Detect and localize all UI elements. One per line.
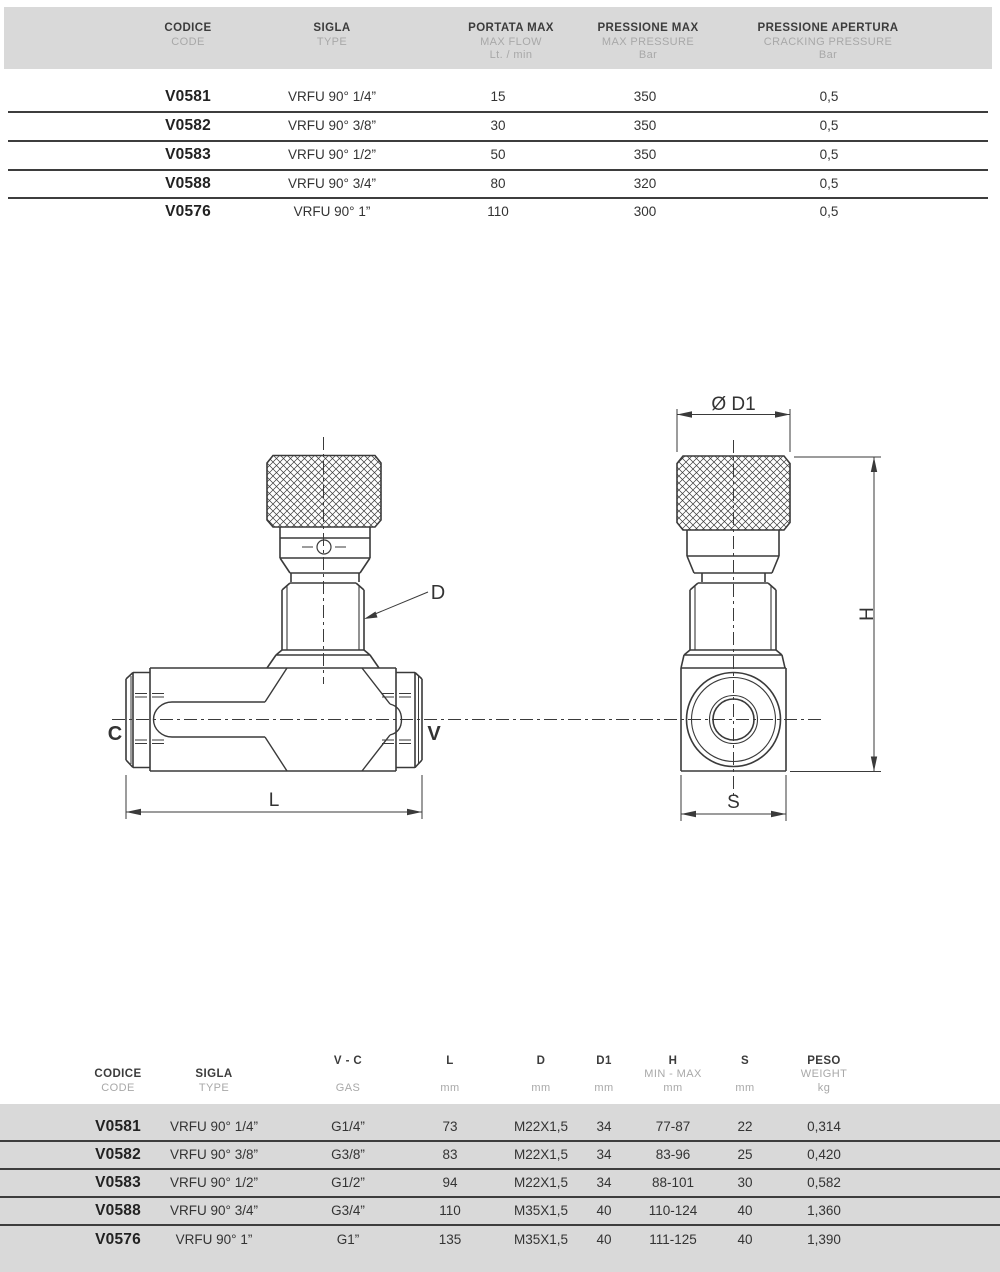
cell-code: V0588 bbox=[95, 1202, 141, 1219]
column-header: S bbox=[740, 1055, 750, 1067]
leader-d bbox=[369, 592, 428, 617]
cell-pressure: 300 bbox=[633, 204, 657, 219]
label-dim-d1: Ø D1 bbox=[711, 394, 756, 415]
column-header: D bbox=[536, 1055, 546, 1067]
column-unit: Bar bbox=[818, 49, 838, 61]
column-subheader: TYPE bbox=[316, 36, 348, 48]
cell-weight: 0,314 bbox=[807, 1119, 841, 1134]
cell-code: V0581 bbox=[165, 88, 211, 105]
cell-cracking: 0,5 bbox=[819, 176, 839, 191]
column-unit: mm bbox=[594, 1082, 614, 1094]
cell-l: 94 bbox=[442, 1175, 458, 1190]
column-header: PRESSIONE MAX bbox=[597, 22, 699, 34]
cell-d1: 40 bbox=[596, 1203, 612, 1218]
cell-weight: 1,360 bbox=[807, 1203, 841, 1218]
cell-gas: G3/4” bbox=[331, 1203, 365, 1218]
column-unit: mm bbox=[735, 1082, 755, 1094]
cell-flow: 30 bbox=[490, 118, 506, 133]
cell-cracking: 0,5 bbox=[819, 89, 839, 104]
cell-weight: 0,582 bbox=[807, 1175, 841, 1190]
cell-d1: 34 bbox=[596, 1175, 612, 1190]
table-row bbox=[0, 145, 1000, 165]
row-divider bbox=[8, 197, 988, 199]
cell-code: V0576 bbox=[95, 1231, 141, 1248]
table-row bbox=[0, 116, 1000, 136]
cell-s: 22 bbox=[737, 1119, 753, 1134]
cell-type: VRFU 90° 1/4” bbox=[170, 1119, 258, 1134]
cell-code: V0583 bbox=[165, 146, 211, 163]
cell-flow: 80 bbox=[490, 176, 506, 191]
label-dim-d: D bbox=[430, 582, 446, 604]
column-header: SIGLA bbox=[195, 1068, 233, 1080]
cell-weight: 0,420 bbox=[807, 1147, 841, 1162]
label-port-v: V bbox=[427, 723, 441, 745]
cell-d: M35X1,5 bbox=[513, 1232, 569, 1247]
label-dim-s: S bbox=[727, 792, 740, 813]
cell-h: 83-96 bbox=[655, 1147, 691, 1162]
cell-flow: 15 bbox=[490, 89, 506, 104]
column-subheader: TYPE bbox=[198, 1082, 230, 1094]
column-header: PORTATA MAX bbox=[468, 22, 554, 34]
cell-code: V0576 bbox=[165, 203, 211, 220]
cell-d: M22X1,5 bbox=[513, 1175, 569, 1190]
cell-type: VRFU 90° 3/4” bbox=[170, 1203, 258, 1218]
column-header: V - C bbox=[333, 1055, 363, 1067]
cell-code: V0582 bbox=[165, 117, 211, 134]
stem-neck bbox=[280, 558, 370, 582]
table-row bbox=[0, 87, 1000, 107]
cell-code: V0582 bbox=[95, 1146, 141, 1163]
table-row bbox=[0, 202, 1000, 222]
row-divider bbox=[0, 1196, 1000, 1198]
column-unit: mm bbox=[531, 1082, 551, 1094]
column-unit: Bar bbox=[638, 49, 658, 61]
label-dim-l: L bbox=[268, 790, 280, 811]
cell-cracking: 0,5 bbox=[819, 118, 839, 133]
row-divider bbox=[0, 1140, 1000, 1142]
row-divider bbox=[8, 169, 988, 171]
column-subheader: CRACKING PRESSURE bbox=[763, 36, 893, 48]
table-row bbox=[0, 1173, 1000, 1193]
column-header: PRESSIONE APERTURA bbox=[757, 22, 899, 34]
cell-d1: 34 bbox=[596, 1147, 612, 1162]
cell-s: 30 bbox=[737, 1175, 753, 1190]
row-divider bbox=[8, 140, 988, 142]
technical-drawing bbox=[0, 380, 1000, 830]
thread-dashes bbox=[135, 694, 411, 744]
cell-cracking: 0,5 bbox=[819, 204, 839, 219]
cell-gas: G1/4” bbox=[331, 1119, 365, 1134]
cell-l: 110 bbox=[439, 1203, 461, 1218]
cell-gas: G3/8” bbox=[331, 1147, 365, 1162]
column-unit: mm bbox=[663, 1082, 683, 1094]
cell-type: VRFU 90° 1/2” bbox=[288, 147, 376, 162]
label-port-c: C bbox=[107, 723, 123, 745]
column-header: H bbox=[668, 1055, 678, 1067]
cell-h: 77-87 bbox=[655, 1119, 691, 1134]
cell-code: V0588 bbox=[165, 175, 211, 192]
column-header: PESO bbox=[807, 1055, 841, 1067]
cell-code: V0583 bbox=[95, 1174, 141, 1191]
cell-d1: 34 bbox=[596, 1119, 612, 1134]
cell-flow: 50 bbox=[490, 147, 506, 162]
cell-gas: G1” bbox=[336, 1232, 360, 1247]
cell-h: 110-124 bbox=[648, 1203, 698, 1218]
cell-pressure: 350 bbox=[633, 118, 657, 133]
cell-s: 40 bbox=[737, 1203, 753, 1218]
cell-type: VRFU 90° 1/4” bbox=[288, 89, 376, 104]
table-row bbox=[0, 1145, 1000, 1165]
cell-s: 40 bbox=[737, 1232, 753, 1247]
column-header: L bbox=[446, 1055, 454, 1067]
column-unit: GAS bbox=[335, 1082, 361, 1094]
table-row bbox=[0, 1230, 1000, 1250]
column-subheader: CODE bbox=[101, 1082, 135, 1094]
cell-weight: 1,390 bbox=[807, 1232, 841, 1247]
column-unit: kg bbox=[817, 1082, 831, 1094]
row-divider bbox=[0, 1224, 1000, 1226]
column-unit: Lt. / min bbox=[489, 49, 533, 61]
row-divider bbox=[0, 1168, 1000, 1170]
cell-l: 135 bbox=[438, 1232, 462, 1247]
column-header: CODICE bbox=[94, 1068, 142, 1080]
column-header: SIGLA bbox=[313, 22, 351, 34]
cell-type: VRFU 90° 1” bbox=[293, 204, 371, 219]
cell-pressure: 320 bbox=[633, 176, 657, 191]
column-subheader: MIN - MAX bbox=[644, 1068, 702, 1080]
cell-h: 111-125 bbox=[649, 1232, 697, 1247]
column-subheader: WEIGHT bbox=[800, 1068, 848, 1080]
cell-type: VRFU 90° 1/2” bbox=[170, 1175, 258, 1190]
column-header: CODICE bbox=[164, 22, 212, 34]
cell-flow: 110 bbox=[487, 204, 509, 219]
cell-gas: G1/2” bbox=[331, 1175, 365, 1190]
label-dim-h: H bbox=[857, 607, 878, 621]
column-unit: mm bbox=[440, 1082, 460, 1094]
cell-s: 25 bbox=[737, 1147, 753, 1162]
knurled-knob bbox=[267, 456, 381, 528]
cell-pressure: 350 bbox=[633, 147, 657, 162]
cell-type: VRFU 90° 3/8” bbox=[288, 118, 376, 133]
cell-d1: 40 bbox=[596, 1232, 612, 1247]
cell-d: M35X1,5 bbox=[513, 1203, 569, 1218]
cell-code: V0581 bbox=[95, 1118, 141, 1135]
cell-type: VRFU 90° 3/4” bbox=[288, 176, 376, 191]
row-divider bbox=[8, 111, 988, 113]
table-row bbox=[0, 1117, 1000, 1137]
cell-h: 88-101 bbox=[651, 1175, 695, 1190]
knurled-knob bbox=[677, 456, 790, 530]
cell-cracking: 0,5 bbox=[819, 147, 839, 162]
column-subheader: MAX PRESSURE bbox=[601, 36, 695, 48]
cell-l: 73 bbox=[442, 1119, 458, 1134]
column-subheader: CODE bbox=[171, 36, 205, 48]
column-header: D1 bbox=[596, 1055, 612, 1067]
table-row bbox=[0, 1201, 1000, 1221]
cell-l: 83 bbox=[442, 1147, 458, 1162]
table-row bbox=[0, 174, 1000, 194]
cell-d: M22X1,5 bbox=[513, 1147, 569, 1162]
cell-type: VRFU 90° 3/8” bbox=[170, 1147, 258, 1162]
cell-type: VRFU 90° 1” bbox=[175, 1232, 253, 1247]
cell-d: M22X1,5 bbox=[513, 1119, 569, 1134]
column-subheader: MAX FLOW bbox=[480, 36, 542, 48]
cell-pressure: 350 bbox=[633, 89, 657, 104]
